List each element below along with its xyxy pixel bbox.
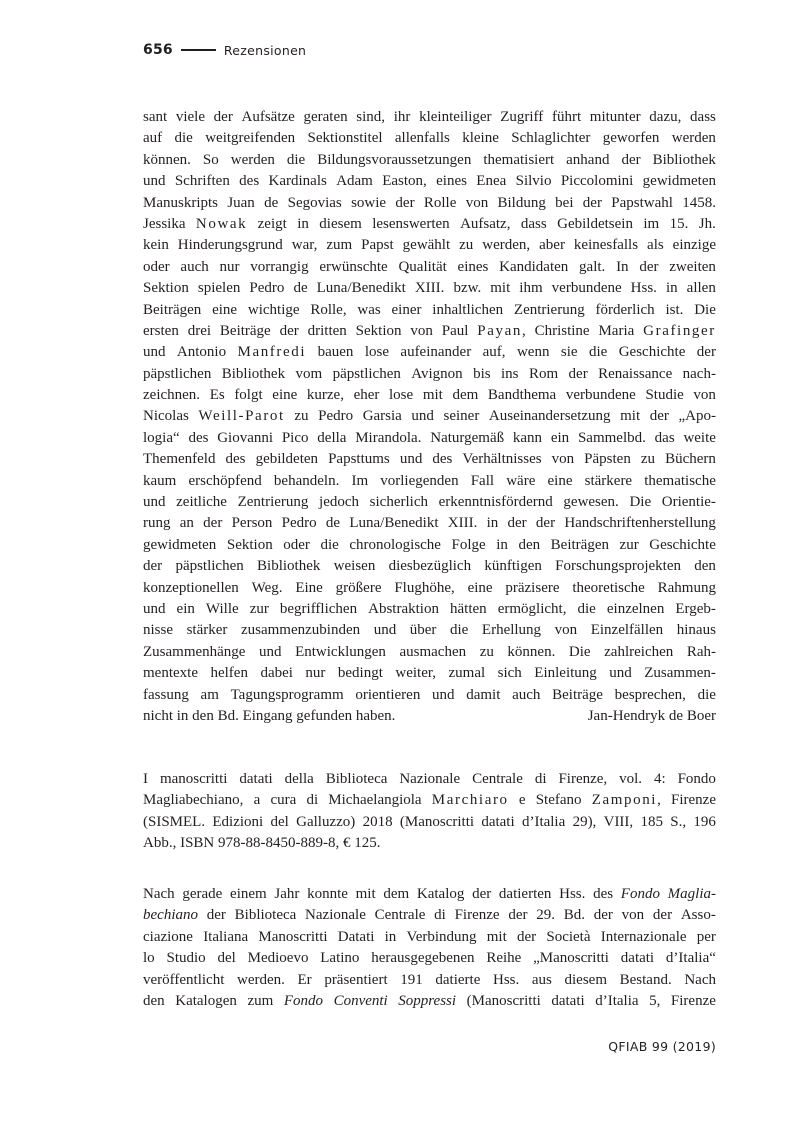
text-line: Magliabechiano, a cura di Michaelangiola Marchiaro e Stefano Zamponi, Firenze bbox=[143, 792, 716, 809]
text-line: den Katalogen zum Fondo Conventi Soppressi (Manoscritti datati d’Italia 5, Firenze bbox=[143, 992, 716, 1009]
last-line-text: Abb., ISBN 978-88-8450-889-8, € 125. bbox=[143, 835, 381, 852]
text-line: Nach gerade einem Jahr konnte mit dem Katalog der datierten Hss. des Fondo Maglia- bbox=[143, 886, 716, 902]
text-line: können. So werden die Bildungsvoraussetzungen thematisiert anhand der Bibliothek bbox=[143, 151, 716, 168]
text-line: ersten drei Beiträge der dritten Sektion von Paul Payan, Christine Maria Grafinger bbox=[143, 322, 716, 339]
text-line: zeichnen. Es folgt eine kurze, eher lose mit dem Bandthema verbundene Studie von bbox=[143, 387, 716, 404]
text-line: gewidmeten Sektion oder die chronologische Folge in den Beiträgen zur Geschichte bbox=[143, 536, 716, 553]
text-line: Zusammenhänge und Entwicklungen ausmachen zu können. Die zahlreichen Rah- bbox=[143, 643, 716, 660]
text-line: kaum erschöpfend behandeln. Im vorliegenden Fall wäre eine stärkere thematische bbox=[143, 472, 716, 489]
book-citation bbox=[143, 769, 716, 855]
review-body bbox=[143, 107, 716, 727]
text-line: und Antonio Manfredi bauen lose aufeinander auf, wenn sie die Geschichte der bbox=[143, 344, 716, 361]
section-name: Rezensionen bbox=[223, 42, 307, 58]
text-line: Manuskripts Juan de Segovias sowie der Rolle von Bildung bei der Papstwahl 1458. bbox=[143, 194, 716, 211]
header-rule bbox=[181, 49, 216, 51]
text-line: der päpstlichen Bibliothek weisen diesbezüglich künftigen Forschungsprojekten den bbox=[143, 558, 716, 575]
text-line-last bbox=[143, 706, 716, 727]
text-line: (SISMEL. Edizioni del Galluzzo) 2018 (Manoscritti datati d’Italia 29), VIII, 185 S., 196 bbox=[143, 813, 716, 830]
text-line: Nicolas Weill-Parot zu Pedro Garsia und seiner Auseinandersetzung mit der „Apo- bbox=[143, 408, 716, 425]
running-head bbox=[143, 42, 306, 58]
text-line: mentexte helfen dabei nur bedingt weiter, zumal sich Einleitung und Zusammen- bbox=[143, 665, 716, 682]
text-line: rung an der Person Pedro de Luna/Benedikt XIII. in der der Handschriftenherstellung bbox=[143, 515, 716, 532]
text-line: sant viele der Aufsätze geraten sind, ihr kleinteiliger Zugriff führt mitunter dazu, dass bbox=[143, 109, 716, 125]
text-line: Sektion spielen Pedro de Luna/Benedikt XIII. bzw. mit ihm verbundene Hss. in allen bbox=[143, 280, 716, 297]
text-line: fassung am Tagungsprogramm orientieren und damit auch Beiträge besprechen, die bbox=[143, 686, 716, 703]
text-line: I manoscritti datati della Biblioteca Nazionale Centrale di Firenze, vol. 4: Fondo bbox=[143, 771, 716, 787]
text-line: Beiträgen eine wichtige Rolle, was einer inhaltlichen Zentrierung förderlich ist. Die bbox=[143, 301, 716, 318]
text-line: bechiano der Biblioteca Nazionale Centrale di Firenze der 29. Bd. der von der Asso- bbox=[143, 907, 716, 924]
text-line: und Schriften des Kardinals Adam Easton, eines Enea Silvio Piccolomini gewidmeten bbox=[143, 173, 716, 190]
text-line: konzeptionellen Weg. Eine größere Flughöhe, eine präzisere theoretische Rahmung bbox=[143, 579, 716, 596]
journal-footer: QFIAB 99 (2019) bbox=[608, 1039, 716, 1054]
text-line-last bbox=[143, 833, 716, 854]
text-line: veröffentlicht werden. Er präsentiert 191 datierte Hss. aus diesem Bestand. Nach bbox=[143, 971, 716, 988]
text-line: nisse stärker zusammenzubinden und über die Erhellung von Einzelfällen hinaus bbox=[143, 622, 716, 639]
text-line: und zeitliche Zentrierung jedoch sicherlich erkenntnisfördernd gewesen. Die Orientie- bbox=[143, 494, 716, 511]
text-line: und ein Wille zur begrifflichen Abstraktion hätten ermöglicht, die einzelnen Ergeb- bbox=[143, 600, 716, 617]
text-line: päpstlichen Bibliothek vom päpstlichen Avignon bis ins Rom der Renaissance nach- bbox=[143, 365, 716, 382]
text-line: Themenfeld des gebildeten Papsttums und des Verhältnisses von Päpsten zu Büchern bbox=[143, 451, 716, 468]
last-line-text: nicht in den Bd. Eingang gefunden haben. bbox=[143, 707, 396, 724]
text-line: ciazione Italiana Manoscritti Datati in Verbindung mit der Società Internazionale per bbox=[143, 928, 716, 945]
text-line: oder auch nur vorrangig erwünschte Qualität eines Kandidaten galt. In der zweiten bbox=[143, 258, 716, 275]
review-body-2 bbox=[143, 884, 716, 1012]
text-line: lo Studio del Medioevo Latino herausgegebenen Reihe „Manoscritti datati d’Italia“ bbox=[143, 950, 716, 967]
text-line: Jessika Nowak zeigt in diesem lesenswerten Aufsatz, dass Gebildetsein im 15. Jh. bbox=[143, 215, 716, 232]
reviewer-signature: Jan-Hendryk de Boer bbox=[587, 707, 716, 724]
page-number: 656 bbox=[143, 42, 173, 58]
text-line: auf die weitgreifenden Sektionstitel allenfalls kleine Schlaglichter geworfen werden bbox=[143, 130, 716, 147]
text-line: logia“ des Giovanni Pico della Mirandola. Naturgemäß kann ein Sammelbd. das weite bbox=[143, 429, 716, 446]
text-line: kein Hinderungsgrund war, zum Papst gewählt zu werden, aber keinesfalls als einzige bbox=[143, 237, 716, 254]
